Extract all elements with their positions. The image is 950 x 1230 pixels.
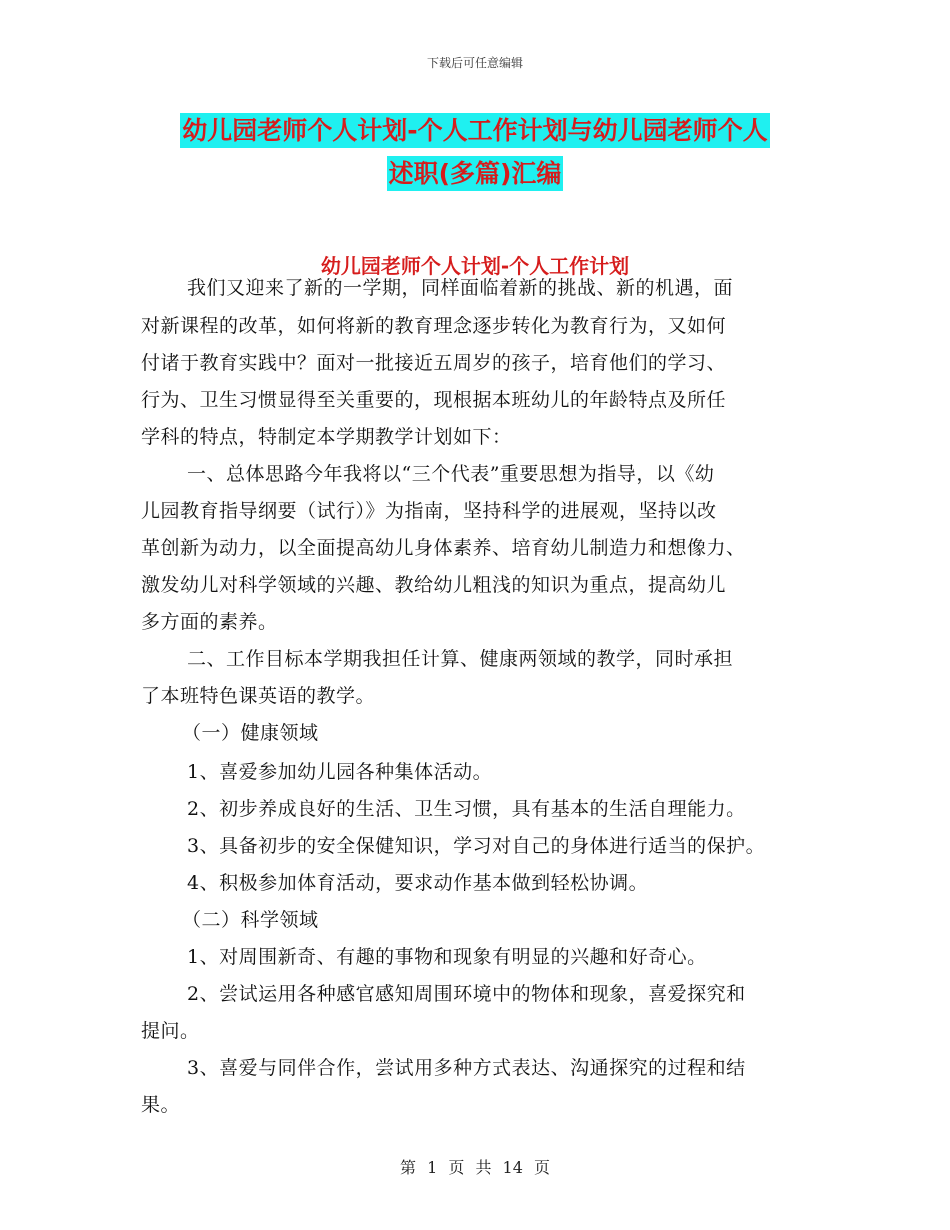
body-line: 学科的特点，特制定本学期教学计划如下： bbox=[141, 426, 512, 448]
list-item: 3、具备初步的安全保健知识，学习对自己的身体进行适当的保护。 bbox=[187, 835, 766, 857]
body-line: 行为、卫生习惯显得至关重要的，现根据本班幼儿的年龄特点及所任 bbox=[141, 389, 727, 411]
list-item: 1、喜爱参加幼儿园各种集体活动。 bbox=[187, 761, 493, 783]
page-footer: 第 1 页 共 14 页 bbox=[400, 1158, 550, 1177]
body-line: 付诸于教育实践中？面对一批接近五周岁的孩子，培育他们的学习、 bbox=[141, 352, 727, 374]
body-line: 提问。 bbox=[141, 1020, 200, 1042]
body-line: 果。 bbox=[141, 1094, 181, 1116]
body-line: 对新课程的改革，如何将新的教育理念逐步转化为教育行为，又如何 bbox=[141, 315, 727, 337]
body-line: 儿园教育指导纲要（试行）》为指南，坚持科学的进展观，坚持以改 bbox=[141, 500, 717, 522]
list-item: 2、尝试运用各种感官感知周围环境中的物体和现象，喜爱探究和 bbox=[187, 983, 746, 1005]
header-note: 下载后可任意编辑 bbox=[426, 56, 523, 70]
document-title-line-1: 幼儿园老师个人计划-个人工作计划与幼儿园老师个人 bbox=[0, 116, 950, 146]
list-item: 3、喜爱与同伴合作，尝试用多种方式表达、沟通探究的过程和结 bbox=[187, 1057, 746, 1079]
list-item: 1、对周围新奇、有趣的事物和现象有明显的兴趣和好奇心。 bbox=[187, 946, 707, 968]
body-line: 我们又迎来了新的一学期，同样面临着新的挑战、新的机遇，面 bbox=[187, 277, 734, 299]
body-line: 激发幼儿对科学领域的兴趣、教给幼儿粗浅的知识为重点，提高幼儿 bbox=[141, 574, 727, 596]
body-line: 二、工作目标本学期我担任计算、健康两领域的教学，同时承担 bbox=[187, 648, 734, 670]
body-line: 革创新为动力，以全面提高幼儿身体素养、培育幼儿制造力和想像力、 bbox=[141, 537, 746, 559]
list-item: 4、积极参加体育活动，要求动作基本做到轻松协调。 bbox=[187, 872, 649, 894]
document-title-line-2: 述职(多篇)汇编 bbox=[0, 159, 950, 189]
body-line: 多方面的素养。 bbox=[141, 611, 278, 633]
list-item: 2、初步养成良好的生活、卫生习惯，具有基本的生活自理能力。 bbox=[187, 798, 746, 820]
section-title: 幼儿园老师个人计划-个人工作计划 bbox=[320, 254, 630, 278]
section-heading-science: （二）科学领域 bbox=[182, 909, 319, 931]
body-line: 一、总体思路今年我将以“三个代表”重要思想为指导，以《幼 bbox=[187, 463, 715, 485]
section-heading-health: （一）健康领域 bbox=[182, 722, 319, 744]
body-line: 了本班特色课英语的教学。 bbox=[141, 685, 376, 707]
